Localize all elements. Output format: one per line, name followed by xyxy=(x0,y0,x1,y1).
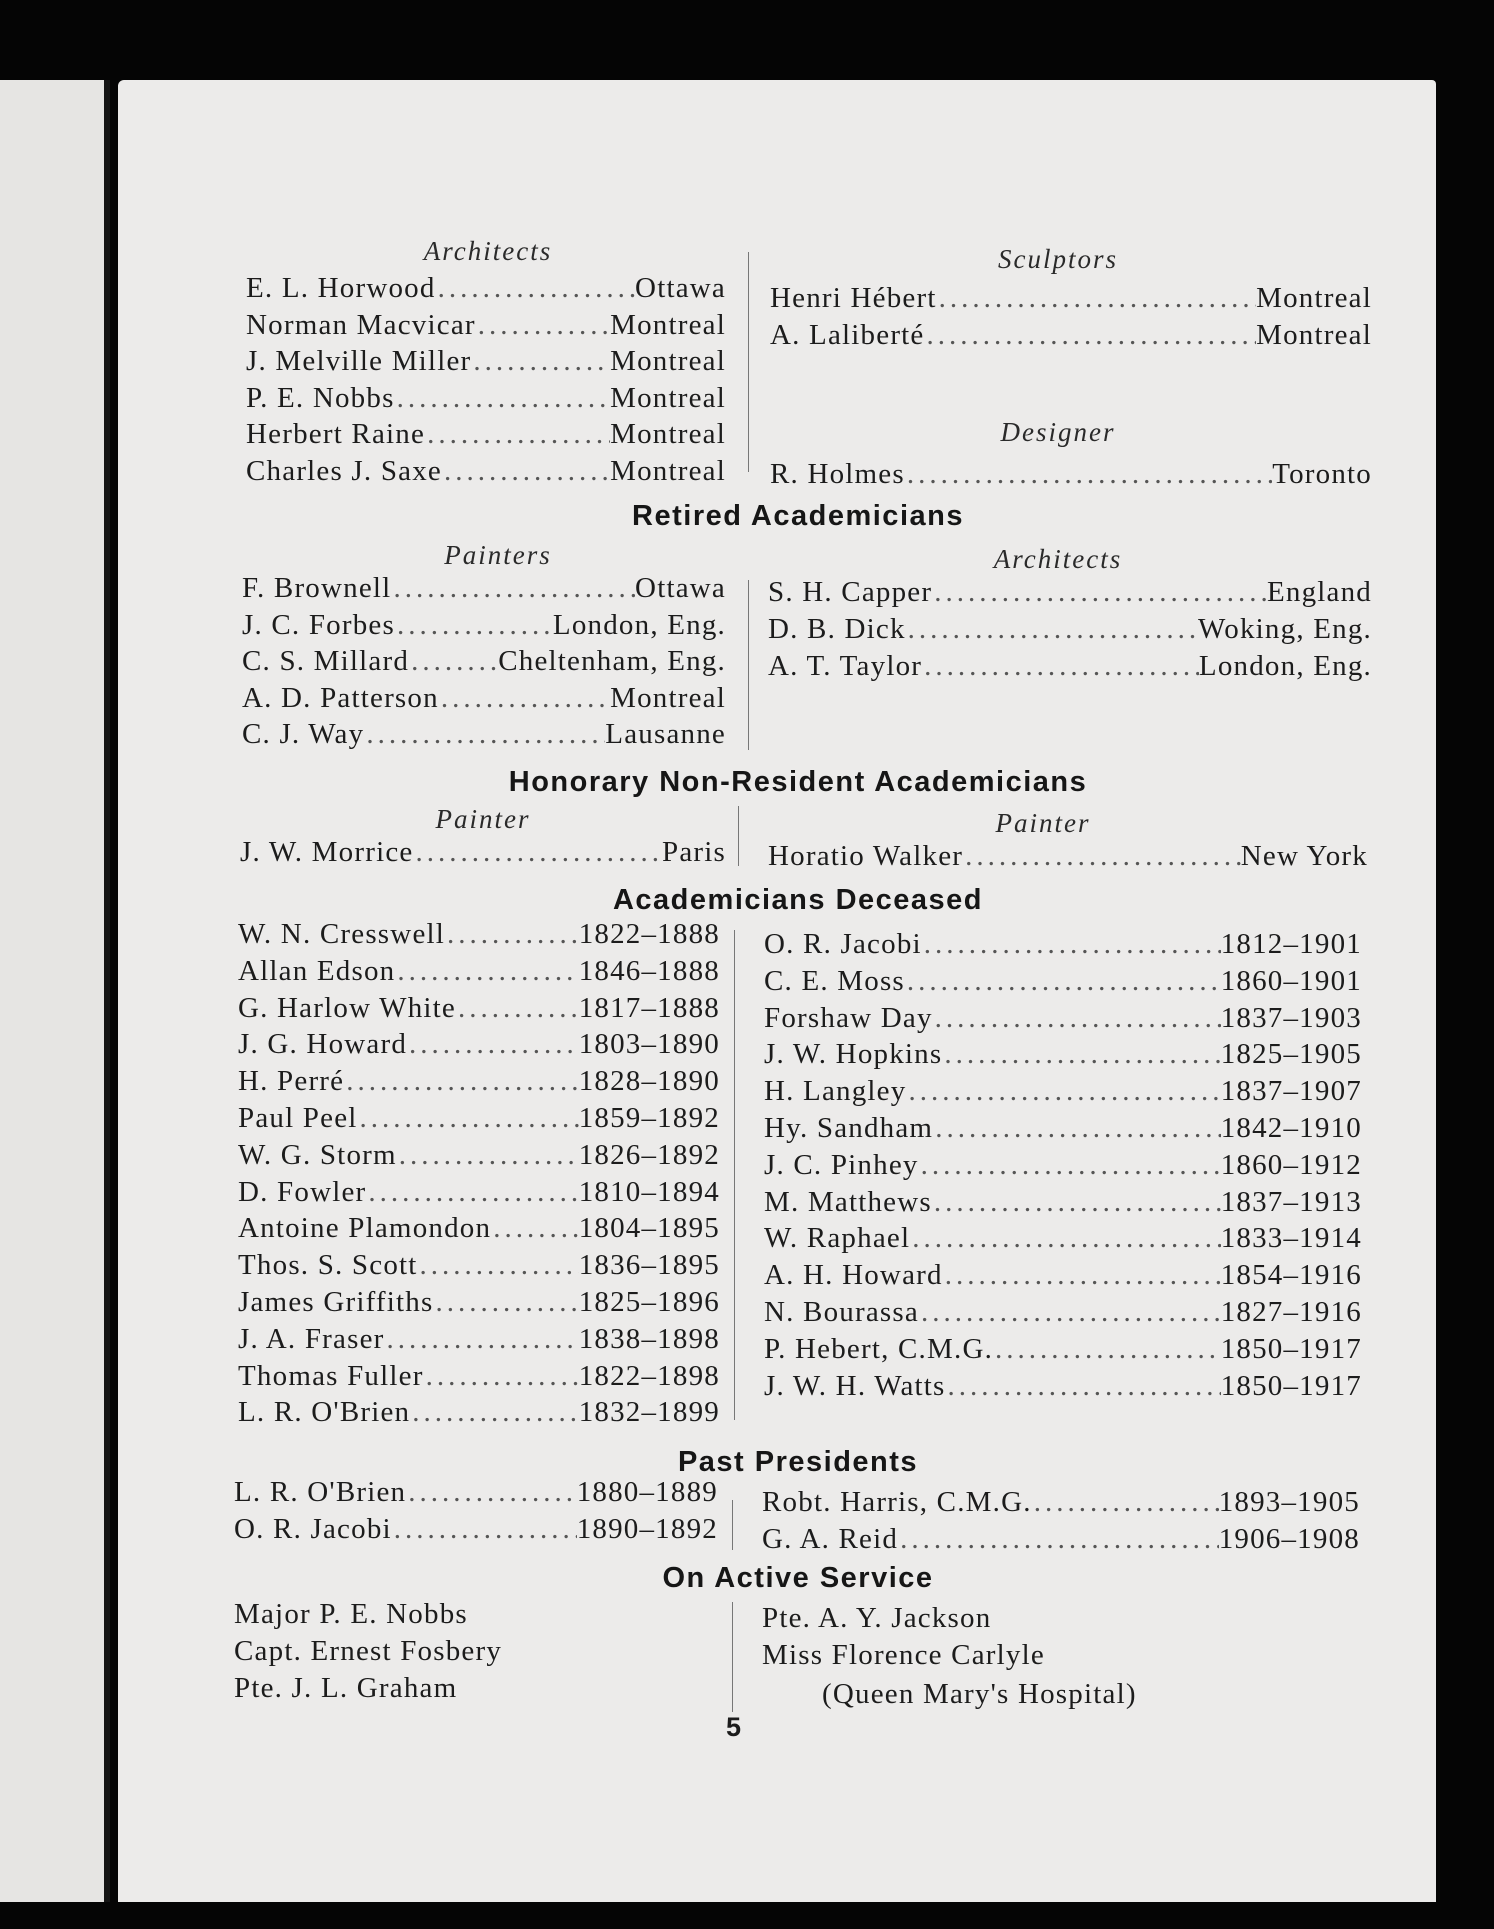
dot-leader xyxy=(439,682,610,715)
deceased-entry xyxy=(238,918,720,951)
retired-painter-entry xyxy=(242,682,726,715)
dot-leader xyxy=(919,1296,1221,1329)
entry-years: 1846–1888 xyxy=(578,954,720,987)
dot-leader xyxy=(456,992,579,1025)
dot-leader xyxy=(942,1038,1220,1071)
entry-years: 1810–1894 xyxy=(578,1175,720,1208)
dot-leader xyxy=(395,955,578,988)
dot-leader xyxy=(910,1222,1220,1255)
deceased-entry xyxy=(764,1296,1362,1329)
dot-leader xyxy=(943,1259,1221,1292)
deceased-entry xyxy=(764,965,1362,998)
dot-leader xyxy=(922,928,1221,961)
active-service-entry: (Queen Mary's Hospital) xyxy=(822,1678,1137,1710)
dot-leader xyxy=(425,418,610,451)
column-divider xyxy=(738,806,739,866)
entry-years: 1827–1916 xyxy=(1220,1296,1362,1328)
past-president-entry xyxy=(762,1486,1360,1519)
page-number: 5 xyxy=(726,1712,742,1742)
entry-place: Montreal xyxy=(610,381,726,414)
dot-leader xyxy=(364,718,605,751)
active-service-entry: Pte. A. Y. Jackson xyxy=(762,1602,992,1634)
dot-leader xyxy=(898,1523,1219,1556)
entry-name: Horatio Walker xyxy=(768,840,964,872)
dot-leader xyxy=(905,965,1221,998)
entry-years: 1854–1916 xyxy=(1220,1259,1362,1292)
dot-leader xyxy=(933,1112,1220,1145)
dot-leader xyxy=(436,272,635,305)
entry-name: J. A. Fraser xyxy=(238,1322,385,1355)
entry-name: D. Fowler xyxy=(238,1175,367,1208)
entry-name: C. J. Way xyxy=(242,718,365,750)
dot-leader xyxy=(906,1075,1220,1108)
dot-leader xyxy=(358,1102,579,1135)
past-presidents-title: Past Presidents xyxy=(677,1446,919,1478)
honorary-painter-entry xyxy=(240,836,726,869)
deceased-entry xyxy=(238,1249,720,1282)
architect-entry xyxy=(246,272,726,305)
entry-years: 1860–1912 xyxy=(1220,1148,1362,1181)
dot-leader xyxy=(424,1360,579,1393)
dot-leader xyxy=(366,1176,578,1209)
dot-leader xyxy=(407,1028,579,1061)
deceased-entry xyxy=(764,1002,1362,1035)
entry-name: C. E. Moss xyxy=(764,964,905,997)
sculptor-entry xyxy=(770,319,1372,352)
entry-name: A. H. Howard xyxy=(764,1259,943,1292)
retired-architect-entry xyxy=(768,613,1372,646)
column-divider xyxy=(748,580,749,750)
entry-years: 1825–1905 xyxy=(1220,1038,1362,1071)
entry-name: O. R. Jacobi xyxy=(764,928,922,960)
entry-name: M. Matthews xyxy=(764,1185,932,1218)
entry-name: N. Bourassa xyxy=(764,1296,919,1328)
active-service-entry: Capt. Ernest Fosbery xyxy=(234,1635,503,1667)
dot-leader xyxy=(906,613,1198,646)
past-president-entry xyxy=(762,1523,1360,1556)
entry-years: 1836–1895 xyxy=(578,1249,720,1282)
column-divider xyxy=(748,252,749,472)
entry-years: 1850–1917 xyxy=(1220,1369,1362,1402)
page-content xyxy=(118,0,1494,1929)
deceased-entry xyxy=(764,1222,1362,1255)
deceased-entry xyxy=(764,1333,1362,1366)
architect-entry xyxy=(246,309,726,342)
entry-name: A. D. Patterson xyxy=(242,681,439,714)
retired-architect-entry xyxy=(768,576,1372,609)
deceased-entry xyxy=(764,1186,1362,1219)
deceased-entry xyxy=(238,1102,720,1135)
entry-name: Norman Macvicar xyxy=(246,308,476,341)
dot-leader xyxy=(919,1149,1221,1182)
entry-name: L. R. O'Brien xyxy=(234,1476,407,1508)
entry-place: Ottawa xyxy=(635,572,726,604)
entry-years: 1822–1888 xyxy=(578,918,720,950)
entry-name: W. Raphael xyxy=(764,1222,911,1255)
entry-name: J. C. Forbes xyxy=(242,608,395,641)
entry-years: 1822–1898 xyxy=(578,1359,720,1392)
dot-leader xyxy=(395,382,611,415)
honorary-title: Honorary Non-Resident Academicians xyxy=(508,766,1088,798)
deceased-entry xyxy=(764,1075,1362,1108)
entry-place: Ottawa xyxy=(635,272,726,304)
entry-name: W. G. Storm xyxy=(238,1138,397,1171)
architect-entry xyxy=(246,418,726,451)
dot-leader xyxy=(1032,1486,1219,1519)
entry-years: 1859–1892 xyxy=(578,1102,720,1134)
deceased-entry xyxy=(764,1370,1362,1403)
entry-name: H. Perré xyxy=(238,1065,345,1098)
past-president-entry xyxy=(234,1476,718,1509)
dot-leader xyxy=(410,1396,578,1429)
architect-entry xyxy=(246,345,726,378)
entry-name: J. G. Howard xyxy=(238,1028,408,1061)
entry-name: Herbert Raine xyxy=(246,418,426,450)
designer-entry xyxy=(770,458,1372,491)
column-divider xyxy=(732,1500,733,1550)
entry-place: Cheltenham, Eng. xyxy=(498,645,726,677)
entry-years: 1817–1888 xyxy=(578,991,720,1024)
deceased-entry xyxy=(238,1286,720,1319)
entry-years: 1832–1899 xyxy=(578,1396,720,1429)
honorary-painter-entry xyxy=(768,840,1368,873)
entry-name: E. L. Horwood xyxy=(246,272,436,304)
entry-place: England xyxy=(1266,576,1372,608)
dot-leader xyxy=(963,840,1241,873)
architect-entry xyxy=(246,382,726,415)
entry-years: 1842–1910 xyxy=(1220,1112,1362,1144)
deceased-entry xyxy=(238,1212,720,1245)
entry-place: Toronto xyxy=(1272,458,1372,490)
sculptors-heading: Sculptors xyxy=(997,244,1118,274)
dot-leader xyxy=(491,1212,578,1245)
deceased-entry xyxy=(238,992,720,1025)
dot-leader xyxy=(344,1065,578,1098)
retired-architect-entry xyxy=(768,650,1372,683)
active-service-entry: Major P. E. Nobbs xyxy=(234,1598,468,1630)
deceased-entry xyxy=(238,1360,720,1393)
deceased-entry xyxy=(764,1112,1362,1145)
entry-name: Thos. S. Scott xyxy=(238,1249,418,1282)
deceased-entry xyxy=(238,1028,720,1061)
entry-name: H. Langley xyxy=(764,1075,907,1108)
dot-leader xyxy=(442,455,610,488)
entry-name: S. H. Capper xyxy=(768,576,933,608)
entry-name: J. W. Morrice xyxy=(240,836,414,868)
retired-painter-entry xyxy=(242,572,726,605)
sculptor-entry xyxy=(770,282,1372,315)
deceased-entry xyxy=(238,1176,720,1209)
entry-name: J. W. Hopkins xyxy=(764,1038,943,1071)
entry-years: 1825–1896 xyxy=(578,1286,720,1318)
entry-years: 1803–1890 xyxy=(578,1028,720,1061)
entry-years: 1837–1913 xyxy=(1220,1185,1362,1218)
facing-page-edge xyxy=(0,80,110,1902)
entry-years: 1828–1890 xyxy=(578,1065,720,1098)
entry-place: Lausanne xyxy=(605,718,726,750)
architect-entry xyxy=(246,455,726,488)
dot-leader xyxy=(392,1513,577,1546)
dot-leader xyxy=(946,1370,1221,1403)
dot-leader xyxy=(445,918,579,951)
entry-name: Antoine Plamondon xyxy=(238,1212,492,1245)
dot-leader xyxy=(397,1139,579,1172)
entry-years: 1837–1907 xyxy=(1220,1075,1362,1108)
entry-years: 1838–1898 xyxy=(578,1322,720,1355)
entry-years: 1880–1889 xyxy=(576,1476,718,1508)
entry-name: Charles J. Saxe xyxy=(246,454,442,487)
dot-leader xyxy=(418,1249,579,1282)
entry-name: A. Laliberté xyxy=(770,319,925,351)
dot-leader xyxy=(391,572,635,605)
entry-name: W. N. Cresswell xyxy=(238,918,446,950)
entry-place: London, Eng. xyxy=(1198,650,1372,682)
retired-title: Retired Academicians xyxy=(632,500,964,532)
deceased-entry xyxy=(764,1259,1362,1292)
past-president-entry xyxy=(234,1513,718,1546)
entry-place: Montreal xyxy=(610,345,726,377)
entry-years: 1833–1914 xyxy=(1220,1222,1362,1255)
designer-heading: Designer xyxy=(1000,417,1116,447)
column-divider xyxy=(734,930,735,1420)
retired-painters-heading: Painters xyxy=(444,540,552,570)
deceased-title: Academicians Deceased xyxy=(612,884,984,916)
dot-leader xyxy=(932,1186,1221,1219)
entry-place: Montreal xyxy=(610,308,726,341)
entry-name: A. T. Taylor xyxy=(768,650,923,682)
active-service-title: On Active Service xyxy=(662,1562,934,1594)
entry-place: Paris xyxy=(662,836,726,868)
retired-painter-entry xyxy=(242,718,726,751)
entry-years: 1893–1905 xyxy=(1218,1486,1360,1518)
entry-name: Henri Hébert xyxy=(770,282,937,314)
dot-leader xyxy=(476,309,610,342)
dot-leader xyxy=(433,1286,578,1319)
entry-name: P. E. Nobbs xyxy=(246,381,395,414)
entry-place: New York xyxy=(1240,840,1368,872)
entry-years: 1850–1917 xyxy=(1220,1332,1362,1365)
entry-place: London, Eng. xyxy=(552,608,726,641)
retired-painter-entry xyxy=(242,609,726,642)
entry-place: Montreal xyxy=(610,681,726,714)
entry-years: 1890–1892 xyxy=(576,1513,718,1545)
entry-name: D. B. Dick xyxy=(768,613,906,645)
dot-leader xyxy=(922,650,1199,683)
dot-leader xyxy=(471,345,610,378)
retired-painter-entry xyxy=(242,645,726,678)
entry-name: Robt. Harris, C.M.G. xyxy=(762,1486,1032,1518)
entry-name: J. C. Pinhey xyxy=(764,1148,919,1181)
entry-name: P. Hebert, C.M.G. xyxy=(764,1332,994,1365)
entry-name: James Griffiths xyxy=(238,1286,434,1318)
deceased-entry xyxy=(238,1139,720,1172)
deceased-entry xyxy=(764,928,1362,961)
entry-name: J. Melville Miller xyxy=(246,345,472,377)
deceased-entry xyxy=(764,1038,1362,1071)
retired-architects-heading: Architects xyxy=(993,544,1123,574)
entry-name: Forshaw Day xyxy=(764,1001,933,1034)
entry-name: R. Holmes xyxy=(770,458,905,490)
entry-years: 1906–1908 xyxy=(1218,1523,1360,1555)
entry-place: Montreal xyxy=(610,454,726,487)
entry-name: F. Brownell xyxy=(242,572,392,604)
entry-years: 1826–1892 xyxy=(578,1138,720,1171)
deceased-entry xyxy=(764,1149,1362,1182)
dot-leader xyxy=(413,836,662,869)
active-service-entry: Pte. J. L. Graham xyxy=(234,1672,458,1704)
entry-name: Thomas Fuller xyxy=(238,1359,424,1392)
dot-leader xyxy=(385,1323,579,1356)
entry-name: C. S. Millard xyxy=(242,645,410,677)
entry-name: Allan Edson xyxy=(238,954,396,987)
architects-heading: Architects xyxy=(423,236,553,266)
dot-leader xyxy=(409,645,498,678)
entry-name: G. A. Reid xyxy=(762,1523,899,1555)
deceased-entry xyxy=(238,1065,720,1098)
entry-name: O. R. Jacobi xyxy=(234,1513,392,1545)
entry-years: 1804–1895 xyxy=(578,1212,720,1245)
dot-leader xyxy=(993,1333,1221,1366)
entry-years: 1812–1901 xyxy=(1220,928,1362,960)
entry-name: J. W. H. Watts xyxy=(764,1369,946,1402)
dot-leader xyxy=(395,609,553,642)
dot-leader xyxy=(932,576,1267,609)
entry-name: Paul Peel xyxy=(238,1102,358,1134)
deceased-entry xyxy=(238,955,720,988)
entry-place: Montreal xyxy=(610,418,726,450)
entry-years: 1837–1903 xyxy=(1220,1001,1362,1034)
honorary-right-heading: Painter xyxy=(995,808,1091,838)
dot-leader xyxy=(937,282,1257,315)
entry-years: 1860–1901 xyxy=(1220,964,1362,997)
active-service-entry: Miss Florence Carlyle xyxy=(762,1639,1045,1671)
entry-name: L. R. O'Brien xyxy=(238,1396,411,1429)
honorary-left-heading: Painter xyxy=(435,804,531,834)
entry-place: Montreal xyxy=(1256,282,1372,314)
entry-place: Woking, Eng. xyxy=(1198,613,1372,645)
dot-leader xyxy=(933,1002,1221,1035)
deceased-entry xyxy=(238,1396,720,1429)
deceased-entry xyxy=(238,1323,720,1356)
dot-leader xyxy=(406,1476,576,1509)
entry-name: G. Harlow White xyxy=(238,991,456,1024)
dot-leader xyxy=(905,458,1272,491)
entry-place: Montreal xyxy=(1256,319,1372,351)
dot-leader xyxy=(925,319,1257,352)
column-divider xyxy=(732,1602,733,1712)
entry-name: Hy. Sandham xyxy=(764,1112,934,1144)
